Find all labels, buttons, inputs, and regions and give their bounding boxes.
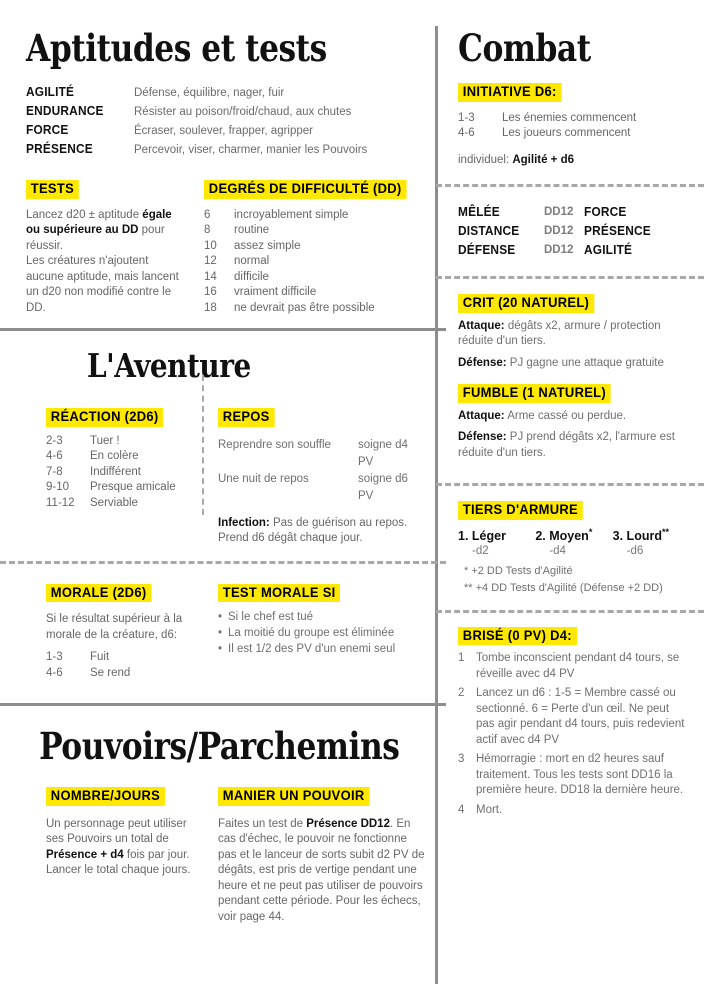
table-row xyxy=(46,496,204,512)
difficulty-block xyxy=(204,180,420,316)
brise-block xyxy=(458,613,690,819)
reaction-heading: RÉACTION (2D6) xyxy=(46,408,163,427)
attribute-name: PRÉSENCE xyxy=(26,142,93,156)
attack-type: DÉFENSE xyxy=(458,243,516,257)
crit-defense-label: Défense: xyxy=(458,356,507,369)
tests-heading: TESTS xyxy=(26,180,79,199)
attribute-name: FORCE xyxy=(26,123,69,137)
aptitudes-title: Aptitudes et tests xyxy=(26,26,327,70)
list-item xyxy=(218,625,420,641)
list-item xyxy=(458,651,690,682)
initiative-result: Les joueurs commencent xyxy=(502,127,631,139)
list-item-number: 4 xyxy=(458,803,465,816)
list-item xyxy=(218,641,420,657)
initiative-range: 1-3 xyxy=(458,111,475,124)
attack-stat: FORCE xyxy=(584,205,627,219)
individual-initiative xyxy=(458,153,690,169)
attribute-row xyxy=(26,84,420,102)
repos-block xyxy=(204,408,420,547)
armour-dice-row xyxy=(458,545,690,557)
repos-effect: soigne d4 PV xyxy=(358,438,408,468)
list-item-label: Lancez un d6 : 1-5 = Membre cassé ou sectionné. 6 = Perte d'un œil. Ne peut pas agir pendant d4 tours, puis redevient actif avec d4 PV xyxy=(476,687,685,746)
initiative-table xyxy=(458,111,690,142)
dd-value: 8 xyxy=(204,224,211,236)
inner-divider xyxy=(202,375,204,515)
armour-tier-mark: ** xyxy=(661,526,669,537)
section-morale xyxy=(26,564,420,682)
morale-table xyxy=(46,650,204,681)
list-item-label: Il est 1/2 des PV d'un enemi seul xyxy=(228,643,396,655)
nombre-text-c: fois par jour. Lancer le total chaque jours. xyxy=(46,848,191,876)
table-row xyxy=(218,437,420,471)
nombre-text-a: Un personnage peut utiliser ses Pouvoirs un total de xyxy=(46,817,187,845)
list-item xyxy=(218,609,420,625)
attributes-table xyxy=(26,84,420,159)
attribute-name: AGILITÉ xyxy=(26,85,75,99)
nombre-jours-heading: NOMBRE/JOURS xyxy=(46,787,165,806)
table-row xyxy=(46,449,204,465)
armour-footnote-2: ** +4 DD Tests d'Agilité (Défense +2 DD) xyxy=(464,581,663,594)
manier-text-bold: Présence DD12 xyxy=(306,817,390,830)
morale-heading: MORALE (2D6) xyxy=(46,584,151,603)
bullet-icon: • xyxy=(218,643,223,655)
repos-action: Une nuit de repos xyxy=(218,472,309,485)
infection-note xyxy=(218,516,420,547)
dd-value: 16 xyxy=(204,286,217,298)
nombre-jours-text xyxy=(46,817,198,879)
attribute-row xyxy=(26,103,420,121)
fumble-attaque xyxy=(458,409,690,425)
crit-heading: CRIT (20 NATUREL) xyxy=(458,294,594,313)
morale-block xyxy=(26,584,204,682)
test-morale-block xyxy=(204,584,420,682)
list-item-label: Tombe inconscient pendant d4 tours, se réveille avec d4 PV xyxy=(476,652,680,680)
section-aventure xyxy=(26,331,420,547)
armour-tier-label: 3. Lourd xyxy=(612,528,662,543)
reaction-result: Tuer ! xyxy=(90,434,120,447)
test-morale-list xyxy=(218,609,420,657)
right-column xyxy=(436,0,704,1000)
reaction-range: 7-8 xyxy=(46,465,63,478)
armour-tiers-row xyxy=(458,527,690,543)
attribute-desc: Défense, équilibre, nager, fuir xyxy=(134,87,285,99)
dd-value: 18 xyxy=(204,301,217,314)
manier-text-c: . En cas d'échec, le pouvoir ne fonctionne pas et le lanceur de sorts subit d2 PV de dégâts, est pris de vertige pendant une heure et ne peut pas utiliser de pouvoirs pendant cette période. Pour les échecs, voir page 44. xyxy=(218,817,425,923)
armour-tier-label: 1. Léger xyxy=(458,528,506,543)
dd-value: 14 xyxy=(204,270,217,283)
fumble-heading: FUMBLE (1 NATUREL) xyxy=(458,384,611,403)
reaction-range: 9-10 xyxy=(46,481,70,493)
attack-type: MÊLÉE xyxy=(458,205,500,219)
tests-paragraph-1 xyxy=(26,208,186,255)
list-item-number: 2 xyxy=(458,687,465,700)
morale-range: 1-3 xyxy=(46,651,63,663)
tests-paragraph-2: Les créatures n'ajoutent aucune aptitude, mais lancent un d20 non modifié contre le DD. xyxy=(26,255,179,314)
list-item-label: Hémorragie : mort en d2 heures sauf traitement. Tous les tests sont DD16 la première heure. DD18 la dernière heure. xyxy=(476,753,684,797)
manier-heading: MANIER UN POUVOIR xyxy=(218,787,369,806)
dd-label: routine xyxy=(234,224,270,236)
reaction-result: Serviable xyxy=(90,496,138,509)
nombre-text-bold: Présence + d4 xyxy=(46,848,124,861)
fumble-defense xyxy=(458,430,690,461)
armour-tier-mark: * xyxy=(588,526,593,537)
list-item-label: Si le chef est tué xyxy=(228,611,314,623)
initiative-heading: INITIATIVE D6: xyxy=(458,83,561,102)
bullet-icon: • xyxy=(218,627,223,639)
crit-defense-text: PJ gagne une attaque gratuite xyxy=(506,356,664,369)
dd-label: assez simple xyxy=(234,239,301,252)
dd-label: incroyablement simple xyxy=(234,208,349,221)
section-pouvoirs xyxy=(26,706,425,925)
dd-value: 10 xyxy=(204,239,217,252)
attribute-desc: Écraser, soulever, frapper, agripper xyxy=(134,125,313,137)
armour-footnote-1: * +2 DD Tests d'Agilité xyxy=(464,564,573,577)
table-row xyxy=(46,480,204,496)
table-row xyxy=(204,301,420,317)
bullet-icon: • xyxy=(218,611,223,623)
table-row xyxy=(204,285,420,301)
table-row xyxy=(458,126,690,142)
table-row xyxy=(46,465,204,481)
dd-value: 6 xyxy=(204,208,211,221)
attribute-row xyxy=(26,122,420,140)
difficulty-table xyxy=(204,208,420,317)
armour-tier-label: 2. Moyen xyxy=(535,528,589,543)
morale-result: Fuit xyxy=(90,651,110,663)
fumble-attaque-label: Attaque: xyxy=(458,409,505,422)
table-row xyxy=(204,254,420,270)
table-row xyxy=(458,203,690,222)
morale-result: Se rend xyxy=(90,666,131,679)
table-row xyxy=(46,650,204,666)
table-row xyxy=(458,111,690,127)
list-item xyxy=(458,803,690,819)
armour-die: -d2 xyxy=(472,544,489,557)
armour-tier xyxy=(613,527,690,543)
reaction-result: Indifférent xyxy=(90,465,141,478)
tests-block xyxy=(26,180,204,316)
initiative-block xyxy=(458,83,690,168)
table-row xyxy=(46,666,204,682)
attack-type: DISTANCE xyxy=(458,224,520,238)
attack-stat: PRÉSENCE xyxy=(584,224,651,238)
dd-value: 12 xyxy=(204,255,217,267)
individual-label: individuel: xyxy=(458,153,513,166)
attack-dd: DD12 xyxy=(544,206,574,218)
fumble-block xyxy=(458,371,690,461)
initiative-range: 4-6 xyxy=(458,127,475,139)
fumble-defense-label: Défense: xyxy=(458,431,507,443)
fumble-attaque-text: Arme cassé ou perdue. xyxy=(504,409,627,422)
table-row xyxy=(218,471,420,505)
infection-text: Pas de guérison au repos. Prend d6 dégât chaque jour. xyxy=(218,516,408,544)
list-item-label: Mort. xyxy=(476,803,503,816)
manier-text xyxy=(218,817,426,926)
list-item-number: 1 xyxy=(458,652,465,665)
fumble-defense-text: PJ prend dégâts x2, l'armure est réduite d'un tiers. xyxy=(458,431,675,459)
test-morale-heading: TEST MORALE SI xyxy=(218,584,340,603)
armour-block xyxy=(458,486,690,596)
morale-intro: Si le résultat supérieur à la morale de la créature, d6: xyxy=(46,613,183,641)
initiative-result: Les énemies commencent xyxy=(502,111,637,124)
difficulty-heading: DEGRÉS DE DIFFICULTÉ (DD) xyxy=(204,180,406,199)
brise-heading: BRISÉ (0 PV) D4: xyxy=(458,627,577,646)
list-item xyxy=(458,686,690,748)
pouvoirs-title: Pouvoirs/Parchemins xyxy=(39,724,400,768)
dd-label: normal xyxy=(234,255,270,267)
reaction-range: 4-6 xyxy=(46,450,63,462)
repos-heading: REPOS xyxy=(218,408,274,427)
reaction-result: En colère xyxy=(90,450,139,462)
crit-defense xyxy=(458,356,690,372)
armour-tier xyxy=(458,527,535,543)
tests-text-bold: égale ou supérieure au DD xyxy=(26,208,172,236)
reaction-block xyxy=(26,408,204,547)
tests-text-a: Lancez d20 ± aptitude xyxy=(26,208,143,221)
table-row xyxy=(46,434,204,450)
armour-tier xyxy=(535,527,612,543)
table-row xyxy=(204,208,420,224)
list-item xyxy=(458,752,690,799)
reaction-range: 2-3 xyxy=(46,434,63,447)
reaction-range: 11-12 xyxy=(46,496,75,509)
reaction-result: Presque amicale xyxy=(90,481,176,493)
attack-table xyxy=(458,187,690,260)
manier-pouvoir-block xyxy=(204,787,426,925)
dd-label: ne devrait pas être possible xyxy=(234,301,375,314)
crit-attaque xyxy=(458,319,690,350)
nombre-jours-block xyxy=(26,787,204,925)
list-item-label: La moitié du groupe est éliminée xyxy=(228,627,395,639)
section-aptitudes xyxy=(26,0,420,316)
crit-block xyxy=(458,279,690,371)
crit-attaque-text: dégâts x2, armure / protection réduite d'un tiers. xyxy=(458,319,661,347)
individual-value: Agilité + d6 xyxy=(512,153,575,166)
dd-label: difficile xyxy=(234,270,269,283)
list-item-number: 3 xyxy=(458,753,465,766)
repos-effect: soigne d6 PV xyxy=(358,472,408,502)
attack-dd: DD12 xyxy=(544,225,574,237)
repos-action: Reprendre son souffle xyxy=(218,438,331,451)
tests-text-c: pour réussir. xyxy=(26,224,165,252)
table-row xyxy=(458,222,690,241)
armour-heading: TIERS D'ARMURE xyxy=(458,501,583,520)
infection-label: Infection: xyxy=(218,516,270,529)
attribute-desc: Percevoir, viser, charmer, manier les Pouvoirs xyxy=(134,144,368,156)
aventure-title: L'Aventure xyxy=(86,346,251,385)
crit-attaque-label: Attaque: xyxy=(458,319,505,332)
table-row xyxy=(204,223,420,239)
morale-range: 4-6 xyxy=(46,666,63,679)
attribute-row xyxy=(26,141,420,159)
section-combat xyxy=(458,0,690,168)
armour-die: -d4 xyxy=(549,544,566,557)
brise-list xyxy=(458,651,690,818)
repos-table xyxy=(218,437,420,505)
attack-stat: AGILITÉ xyxy=(584,243,633,257)
attack-dd: DD12 xyxy=(544,244,574,256)
dd-label: vraiment difficile xyxy=(234,286,317,298)
manier-text-a: Faites un test de xyxy=(218,817,307,830)
armour-die: -d6 xyxy=(626,544,644,557)
reaction-table xyxy=(46,434,204,512)
attribute-desc: Résister au poison/froid/chaud, aux chutes xyxy=(134,106,352,118)
combat-title: Combat xyxy=(458,26,591,70)
table-row xyxy=(204,270,420,286)
table-row xyxy=(458,241,690,260)
attribute-name: ENDURANCE xyxy=(26,104,104,118)
table-row xyxy=(204,239,420,255)
